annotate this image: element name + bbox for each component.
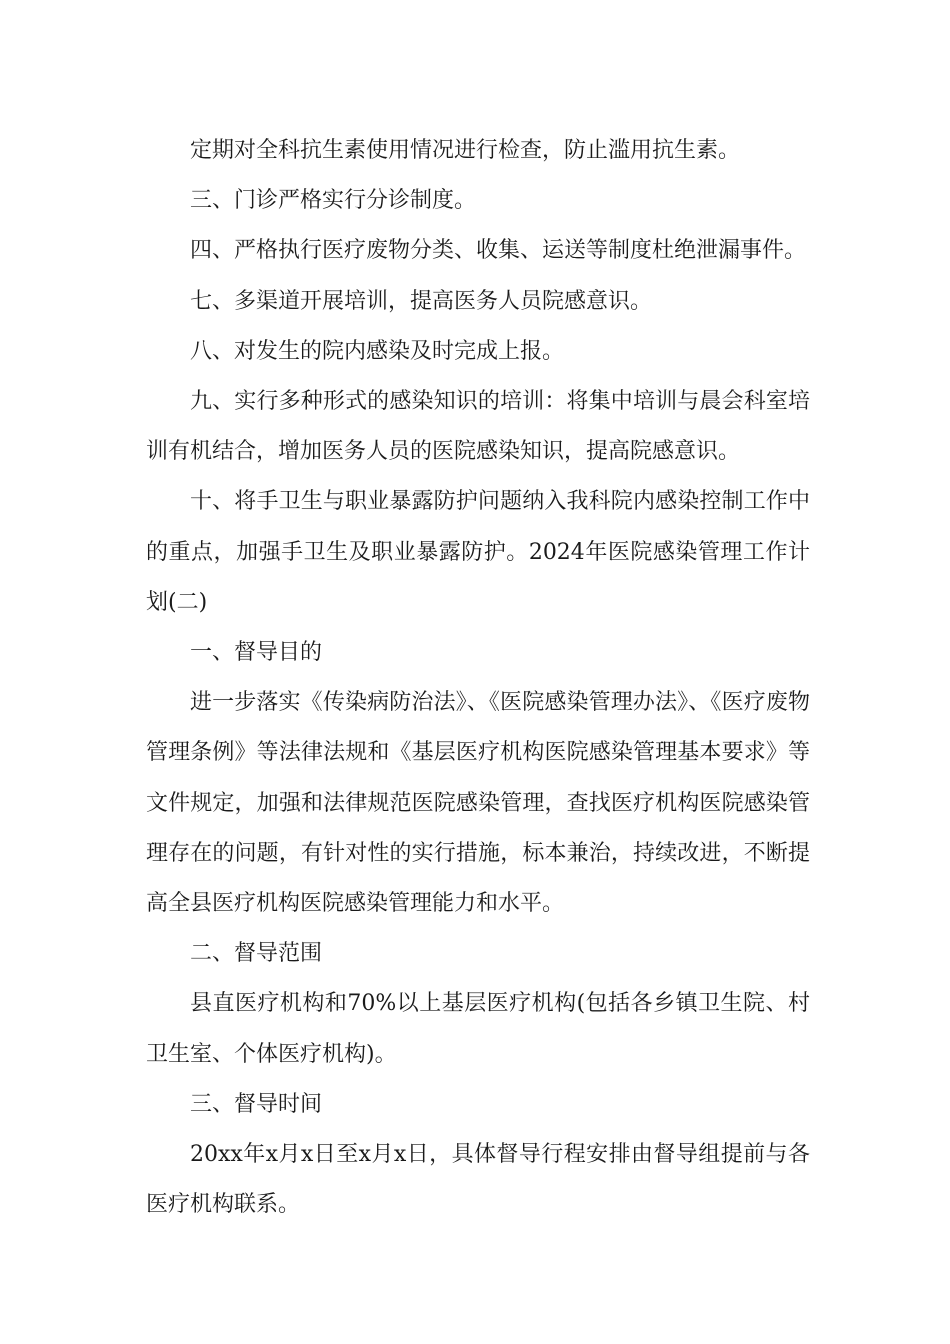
document-body bbox=[146, 126, 810, 1230]
paragraph-infection-training: 九、实行多种形式的感染知识的培训：将集中培训与晨会科室培训有机结合，增加医务人员的医院感染知识，提高院感意识。 bbox=[146, 389, 810, 465]
paragraph-hand-hygiene: 十、将手卫生与职业暴露防护问题纳入我科院内感染控制工作中的重点，加强手卫生及职业暴露防护。2024年医院感染管理工作计划(二) bbox=[146, 489, 810, 615]
paragraph-antibiotic-check: 定期对全科抗生素使用情况进行检查，防止滥用抗生素。 bbox=[190, 138, 741, 163]
heading-supervision-time: 三、督导时间 bbox=[190, 1091, 323, 1117]
paragraph-triage: 三、门诊严格实行分诊制度。 bbox=[190, 188, 477, 214]
paragraph-supervision-purpose: 进一步落实《传染病防治法》、《医院感染管理办法》、《医疗废物管理条例》等法律法规和《基层医疗机构医院感染管理基本要求》等文件规定，加强和法律规范医院感染管理，查找医疗机构医院感染管理存在的问题，有针对性的实行措施，标本兼治，持续改进，不断提高全县医疗机构医院感染管理能力和水平。 bbox=[146, 690, 810, 917]
paragraph-supervision-scope: 县直医疗机构和70%以上基层医疗机构(包括各乡镇卫生院、村卫生室、个体医疗机构)。 bbox=[146, 991, 810, 1067]
heading-supervision-purpose: 一、督导目的 bbox=[190, 640, 323, 666]
heading-supervision-scope: 二、督导范围 bbox=[190, 941, 323, 967]
paragraph-infection-report: 八、对发生的院内感染及时完成上报。 bbox=[190, 338, 565, 364]
paragraph-supervision-time: 20xx年x月x日至x月x日，具体督导行程安排由督导组提前与各医疗机构联系。 bbox=[146, 1142, 810, 1218]
paragraph-training-channels: 七、多渠道开展培训，提高医务人员院感意识。 bbox=[190, 288, 653, 314]
paragraph-medical-waste: 四、严格执行医疗废物分类、收集、运送等制度杜绝泄漏事件。 bbox=[190, 238, 807, 264]
